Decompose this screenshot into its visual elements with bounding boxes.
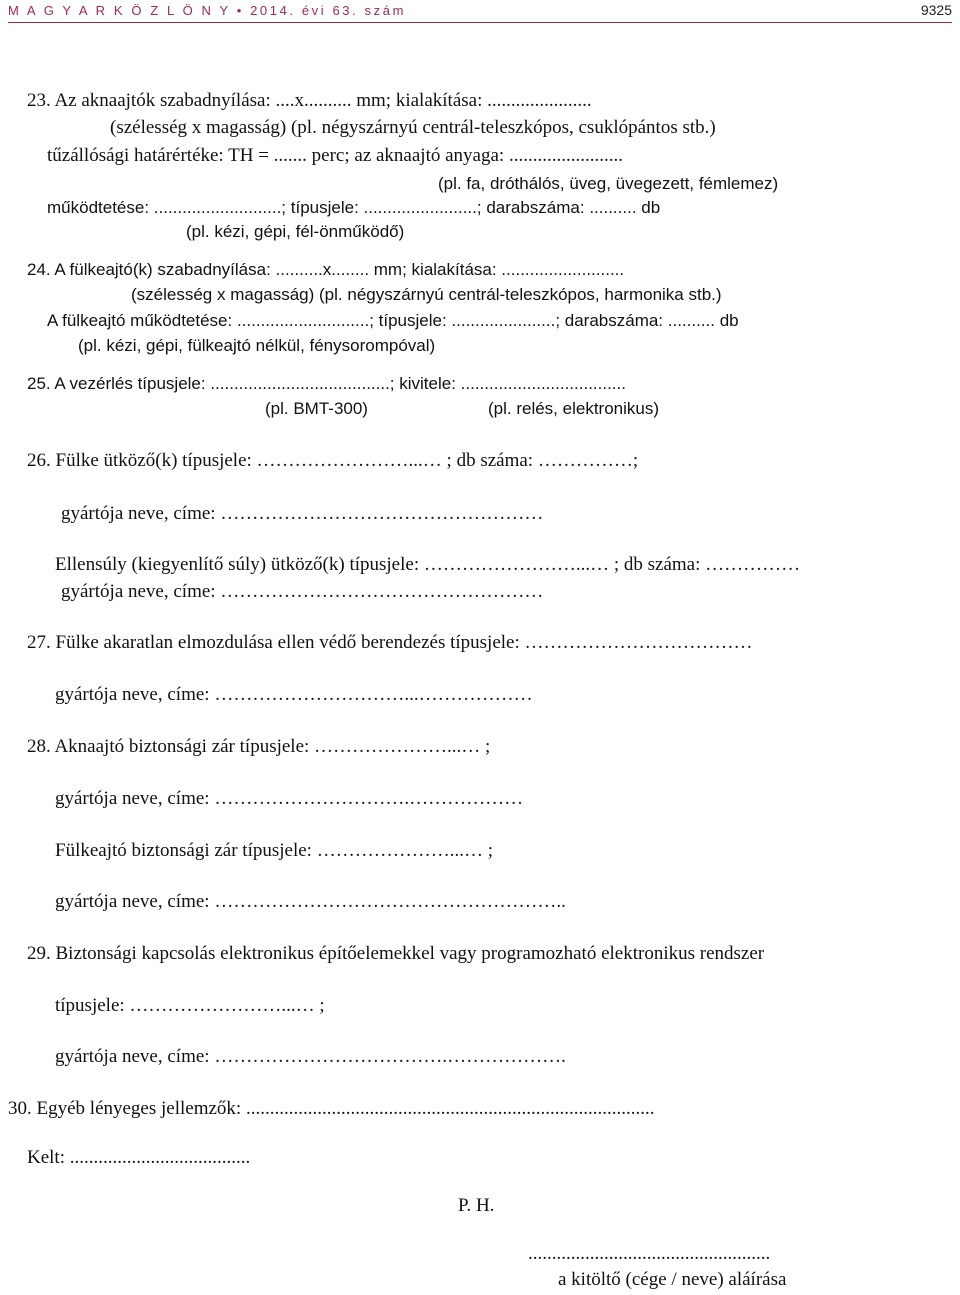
item-26-line-3: Ellensúly (kiegyenlítő súly) ütköző(k) típusjele: ……………………...… ; db száma: …………… — [55, 554, 801, 575]
page-header — [0, 0, 960, 22]
item-25-example-1: (pl. BMT-300) — [265, 399, 368, 418]
item-30-line-1: 30. Egyéb lényeges jellemzők: ...................................................................................... — [8, 1098, 655, 1119]
item-25-example-2: (pl. relés, elektronikus) — [488, 399, 660, 418]
date-line: Kelt: ...................................... — [27, 1147, 251, 1168]
item-23-line-5: működtetése: ...........................; típusjele: ........................; darabszáma: .......... db — [47, 198, 661, 217]
item-26-line-2: gyártója neve, címe: …………………………………………… — [61, 503, 544, 524]
item-24-line-4: (pl. kézi, gépi, fülkeajtó nélkül, fénysorompóval) — [78, 336, 436, 355]
page-number: 9325 — [920, 2, 952, 18]
item-26-line-4: gyártója neve, címe: …………………………………………… — [61, 581, 544, 602]
item-23-line-1: 23. Az aknaajtók szabadnyílása: ....x.......... mm; kialakítása: ...................... — [27, 90, 592, 111]
item-24-line-3: A fülkeajtó működtetése: ............................; típusjele: ......................; darabszáma: .......... db — [47, 311, 739, 330]
item-25-line-1: 25. A vezérlés típusjele: ......................................; kivitele: ................................... — [27, 374, 626, 393]
item-28-line-2: gyártója neve, címe: ………………………….……………… — [55, 788, 524, 809]
item-23-line-2: (szélesség x magasság) (pl. négyszárnyú centrál-teleszkópos, csuklópántos stb.) — [110, 117, 716, 138]
item-24-line-1: 24. A fülkeajtó(k) szabadnyílása: ..........x........ mm; kialakítása: .......................... — [27, 260, 625, 279]
item-27-line-1: 27. Fülke akaratlan elmozdulása ellen védő berendezés típusjele: ……………………………… — [27, 632, 753, 653]
header-rule — [8, 22, 952, 23]
item-23-line-6: (pl. kézi, gépi, fél-önműködő) — [186, 222, 405, 241]
item-29-line-2: típusjele: ……………………...… ; — [55, 995, 325, 1016]
item-23-line-4: (pl. fa, dróthálós, üveg, üvegezett, fémlemez) — [438, 174, 779, 193]
item-23-line-3: tűzállósági határértéke: TH = ....... perc; az aknaajtó anyaga: ........................ — [47, 145, 623, 166]
item-28-line-4: gyártója neve, címe: ……………………………………………….. — [55, 891, 566, 912]
stamp-label: P. H. — [458, 1195, 495, 1216]
journal-title: M A G Y A R K Ö Z L Ö N Y • 2014. évi 63. szám — [8, 3, 407, 18]
item-27-line-2: gyártója neve, címe: …………………………...……………… — [55, 684, 533, 705]
item-29-line-3: gyártója neve, címe: ……………………………….………………. — [55, 1046, 566, 1067]
item-29-line-1: 29. Biztonsági kapcsolás elektronikus építőelemekkel vagy programozható elektronikus rendszer — [27, 943, 765, 964]
item-28-line-1: 28. Aknaajtó biztonsági zár típusjele: …………………...… ; — [27, 736, 491, 757]
item-26-line-1: 26. Fülke ütköző(k) típusjele: ……………………...… ; db száma: ……………; — [27, 450, 639, 471]
item-28-line-3: Fülkeajtó biztonsági zár típusjele: …………………...… ; — [55, 840, 493, 861]
item-24-line-2: (szélesség x magasság) (pl. négyszárnyú centrál-teleszkópos, harmonika stb.) — [131, 285, 722, 304]
signature-caption: a kitöltő (cége / neve) aláírása — [558, 1269, 787, 1290]
signature-line: ................................................... — [528, 1243, 771, 1264]
